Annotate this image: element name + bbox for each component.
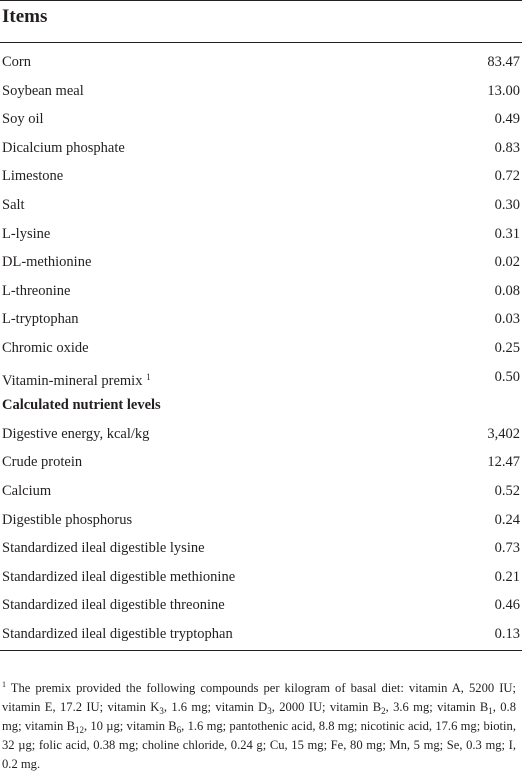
row-value: 0.73 (494, 540, 520, 557)
footnote-text: , 1.6 mg; pantothenic acid, 8.8 mg; nicotinic acid, 17.6 mg; biotin, 32 µg; folic acid, 0.38 mg; choline chloride, 0.24 g; Cu, 15 mg; Fe, 80 mg; Mn, 5 mg; Se, 0.3 mg; I, 0.2 mg. (2, 719, 517, 771)
row-label (2, 162, 63, 190)
table-row (0, 334, 522, 362)
table-row (0, 591, 522, 619)
row-label (2, 277, 70, 305)
row-label (2, 191, 25, 219)
row-value: 83.47 (487, 54, 520, 70)
row-label (2, 248, 91, 276)
footnote-marker: 1 (2, 680, 6, 689)
table-row (0, 534, 522, 562)
row-label-text: Crude protein (2, 454, 83, 471)
row-label-text: Standardized ileal digestible lysine (2, 540, 205, 557)
table-row (0, 448, 522, 476)
row-value: 0.31 (494, 225, 520, 242)
row-label-text: Soy oil (2, 111, 44, 128)
row-label-text: DL-methionine (2, 254, 92, 271)
table-row (0, 506, 522, 534)
row-value: 0.49 (494, 111, 520, 128)
footnote-subscript: 1 (488, 706, 493, 716)
footnote-text: , 3.6 mg; vitamin B (385, 700, 489, 714)
footnote-text: The premix provided the following compounds per kilogram of basal diet: vitamin A, 5200 IU; vitamin E, 17.2 IU; vitamin K (2, 681, 516, 714)
table-row (0, 420, 522, 448)
footnote-text: , 0.8 mg; vitamin B (2, 700, 517, 733)
row-value: 0.13 (494, 626, 520, 642)
table-row (0, 305, 522, 333)
row-value: 0.25 (494, 340, 520, 356)
row-label (2, 620, 233, 648)
row-label-text: L-tryptophan (2, 311, 79, 328)
footnote-text: , 1.6 mg; vitamin D (163, 700, 268, 714)
footnote-subscript: 3 (267, 706, 272, 716)
row-label-text: Corn (2, 54, 31, 70)
row-label (2, 363, 151, 395)
row-value: 0.03 (494, 311, 520, 328)
table-row (0, 248, 522, 276)
table-row (0, 277, 522, 305)
row-value: 0.72 (494, 168, 520, 185)
row-value: 13.00 (487, 82, 520, 99)
row-label (2, 391, 161, 419)
row-label-text: Vitamin-mineral premix (2, 372, 143, 389)
row-value: 0.52 (494, 483, 520, 499)
row-value: 0.50 (494, 368, 520, 385)
row-label-text: Standardized ileal digestible methionine (2, 568, 236, 585)
row-label (2, 534, 205, 562)
row-label (2, 591, 225, 619)
row-label (2, 48, 31, 76)
row-label (2, 506, 132, 534)
row-value: 0.24 (494, 511, 520, 528)
top-rule (0, 0, 522, 1)
row-value: 12.47 (487, 454, 520, 471)
row-label (2, 477, 51, 505)
row-label (2, 305, 79, 333)
row-label-text: Soybean meal (2, 82, 84, 99)
footnote-subscript: 12 (74, 725, 84, 735)
table-row (0, 363, 522, 391)
row-label-text: L-threonine (2, 282, 71, 299)
bottom-rule (0, 650, 522, 651)
footnote (2, 675, 516, 774)
row-value: 0.02 (494, 254, 520, 271)
table-row (0, 477, 522, 505)
table-row (0, 77, 522, 105)
row-label-text: Digestible phosphorus (2, 511, 133, 528)
row-label-text: Limestone (2, 168, 64, 185)
row-value: 3,402 (487, 425, 520, 442)
row-value: 0.30 (494, 197, 520, 213)
row-label (2, 420, 149, 448)
row-label-text: Salt (2, 197, 25, 213)
table-row (0, 191, 522, 219)
table-row (0, 563, 522, 591)
footnote-text: , 2000 IU; vitamin B (271, 700, 382, 714)
row-label-text: Calcium (2, 483, 52, 499)
row-label-text: Standardized ileal digestible tryptophan (2, 626, 233, 642)
row-label-text: Digestive energy, kcal/kg (2, 425, 150, 442)
row-label-text: Dicalcium phosphate (2, 139, 125, 156)
header-rule (0, 42, 522, 43)
row-value: 0.46 (494, 597, 520, 614)
row-label (2, 334, 89, 362)
footnote-text: , 10 µg; vitamin B (83, 719, 177, 733)
row-value: 0.83 (494, 139, 520, 156)
table-row (0, 134, 522, 162)
row-label-text: Calculated nutrient levels (2, 397, 161, 414)
row-label-text: L-lysine (2, 225, 51, 242)
row-value: 0.21 (494, 568, 520, 585)
table-row (0, 620, 522, 648)
table-row (0, 220, 522, 248)
row-label-text: Standardized ileal digestible threonine (2, 597, 225, 614)
table-row (0, 48, 522, 76)
row-label (2, 448, 82, 476)
section-heading-nutrients (0, 391, 522, 419)
footnote-subscript: 2 (381, 706, 386, 716)
footnote-subscript: 6 (176, 725, 182, 735)
row-label-text: Chromic oxide (2, 340, 89, 356)
table-row (0, 105, 522, 133)
table-row (0, 162, 522, 190)
footnote-ref: 1 (146, 371, 151, 382)
row-label (2, 77, 84, 105)
row-label (2, 563, 235, 591)
row-label (2, 134, 125, 162)
footnote-subscript: 3 (159, 706, 164, 716)
row-label (2, 220, 50, 248)
row-label (2, 105, 44, 133)
row-value: 0.08 (494, 282, 520, 299)
column-header-items: Items (2, 6, 48, 27)
